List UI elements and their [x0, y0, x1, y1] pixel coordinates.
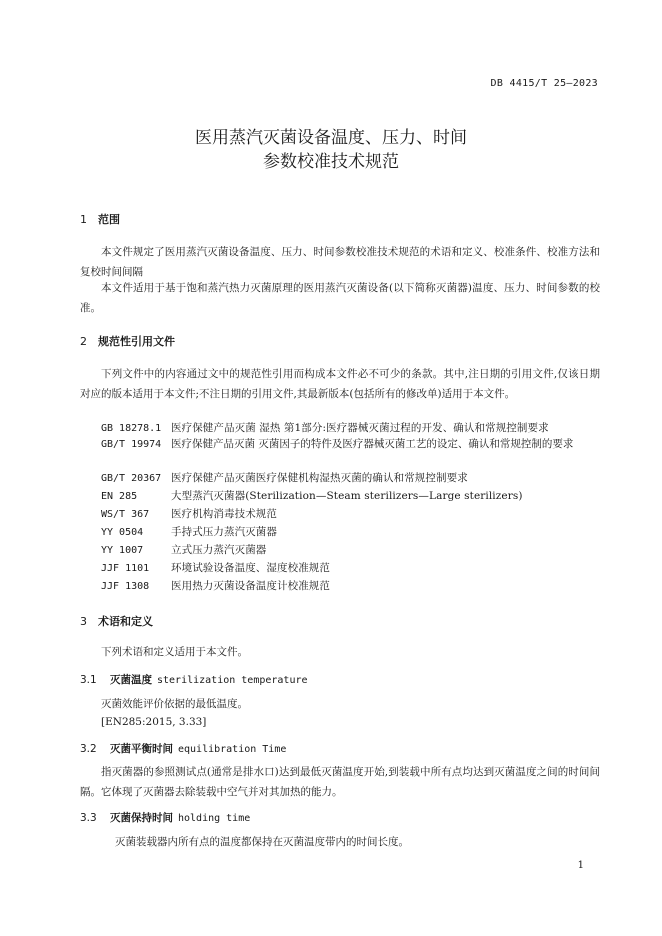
- reference-code: JJF 1101: [101, 563, 150, 574]
- reference-title: 医疗保健产品灭菌 灭菌因子的特件及医疗器械灭菌工艺的设定、确认和常规控制的要求: [171, 438, 574, 450]
- section-number: 2: [80, 335, 87, 348]
- reference-item: [80, 434, 600, 455]
- term-english: sterilization temperature: [157, 675, 308, 686]
- section-3-intro: 下列术语和定义适用于本文件。: [101, 646, 248, 658]
- section-2-intro: 下列文件中的内容通过文中的规范性引用而构成本文件必不可少的条款。其中,注日期的引用文件,仅该日期对应的版本适用于本文件;不注日期的引用文件,其最新版本(包括所有的修改单)适用于本文件。: [80, 368, 600, 400]
- term-3-1-definition: 灭菌效能评价依据的最低温度。: [101, 698, 248, 710]
- reference-code: YY 0504: [101, 527, 144, 538]
- term-english: holding time: [178, 813, 251, 824]
- section-number: 1: [80, 213, 87, 226]
- section-title: 规范性引用文件: [98, 335, 175, 348]
- term-number: 3.3: [80, 812, 97, 824]
- reference-title: 大型蒸汽灭菌器(Sterilization—Steam sterilizers—Large sterilizers): [171, 490, 523, 502]
- term-3-2-heading: [80, 741, 286, 756]
- reference-title: 环境试验设备温度、湿度校准规范: [171, 562, 330, 574]
- reference-title: 医疗保健产品灭菌医疗保健机构湿热灭菌的确认和常规控制要求: [171, 472, 468, 484]
- section-title: 范围: [98, 213, 120, 226]
- section-title: 术语和定义: [98, 615, 153, 628]
- reference-title: 医疗保健产品灭菌 湿热 第1部分:医疗器械灭菌过程的开发、确认和常规控制要求: [171, 422, 549, 434]
- term-3-1-heading: [80, 672, 308, 687]
- term-number: 3.1: [80, 674, 97, 686]
- document-code: DB 4415/T 25—2023: [490, 78, 598, 89]
- term-3-1-source: [EN285:2015, 3.33]: [101, 716, 207, 728]
- term-3-3-heading: [80, 810, 250, 825]
- term-chinese: 灭菌温度: [110, 674, 152, 686]
- term-english: equilibration Time: [178, 744, 287, 755]
- reference-code: GB/T 20367: [101, 473, 162, 484]
- term-3-2-definition: 指灭菌器的参照测试点(通常是排水口)达到最低灭菌温度开始,到装载中所有点均达到灭菌温度之间的时间间隔。它体现了灭菌器去除装载中空气并对其加热的能力。: [80, 766, 600, 798]
- reference-title: 医用热力灭菌设备温度计校准规范: [171, 580, 330, 592]
- reference-code: GB/T 19974: [101, 439, 162, 450]
- section-2-heading: [80, 333, 175, 349]
- reference-code: WS/T 367: [101, 509, 150, 520]
- reference-code: EN 285: [101, 491, 138, 502]
- term-chinese: 灭菌保持时间: [110, 812, 173, 824]
- term-chinese: 灭菌平衡时间: [110, 743, 173, 755]
- document-title-line-2: 参数校准技术规范: [263, 152, 399, 172]
- reference-code: JJF 1308: [101, 581, 150, 592]
- term-3-3-definition: 灭菌装载器内所有点的温度都保持在灭菌温度带内的时间长度。: [115, 836, 409, 848]
- reference-title: 手持式压力蒸汽灭菌器: [171, 526, 277, 538]
- section-1-paragraph-2: 本文件适用于基于饱和蒸汽热力灭菌原理的医用蒸汽灭菌设备(以下简称灭菌器)温度、压力、时间参数的校准。: [80, 282, 600, 314]
- section-number: 3: [80, 615, 87, 628]
- reference-title: 医疗机构消毒技术规范: [171, 508, 277, 520]
- reference-code: YY 1007: [101, 545, 144, 556]
- page-number: 1: [577, 860, 584, 871]
- section-3-heading: [80, 613, 153, 629]
- reference-item: [101, 576, 330, 597]
- section-1-heading: [80, 211, 120, 227]
- term-number: 3.2: [80, 743, 97, 755]
- reference-code: GB 18278.1: [101, 423, 162, 434]
- section-1-paragraph-1: 本文件规定了医用蒸汽灭菌设备温度、压力、时间参数校准技术规范的术语和定义、校准条件、校准方法和复校时间间隔: [80, 246, 600, 278]
- document-title-line-1: 医用蒸汽灭菌设备温度、压力、时间: [195, 128, 467, 148]
- reference-title: 立式压力蒸汽灭菌器: [171, 544, 267, 556]
